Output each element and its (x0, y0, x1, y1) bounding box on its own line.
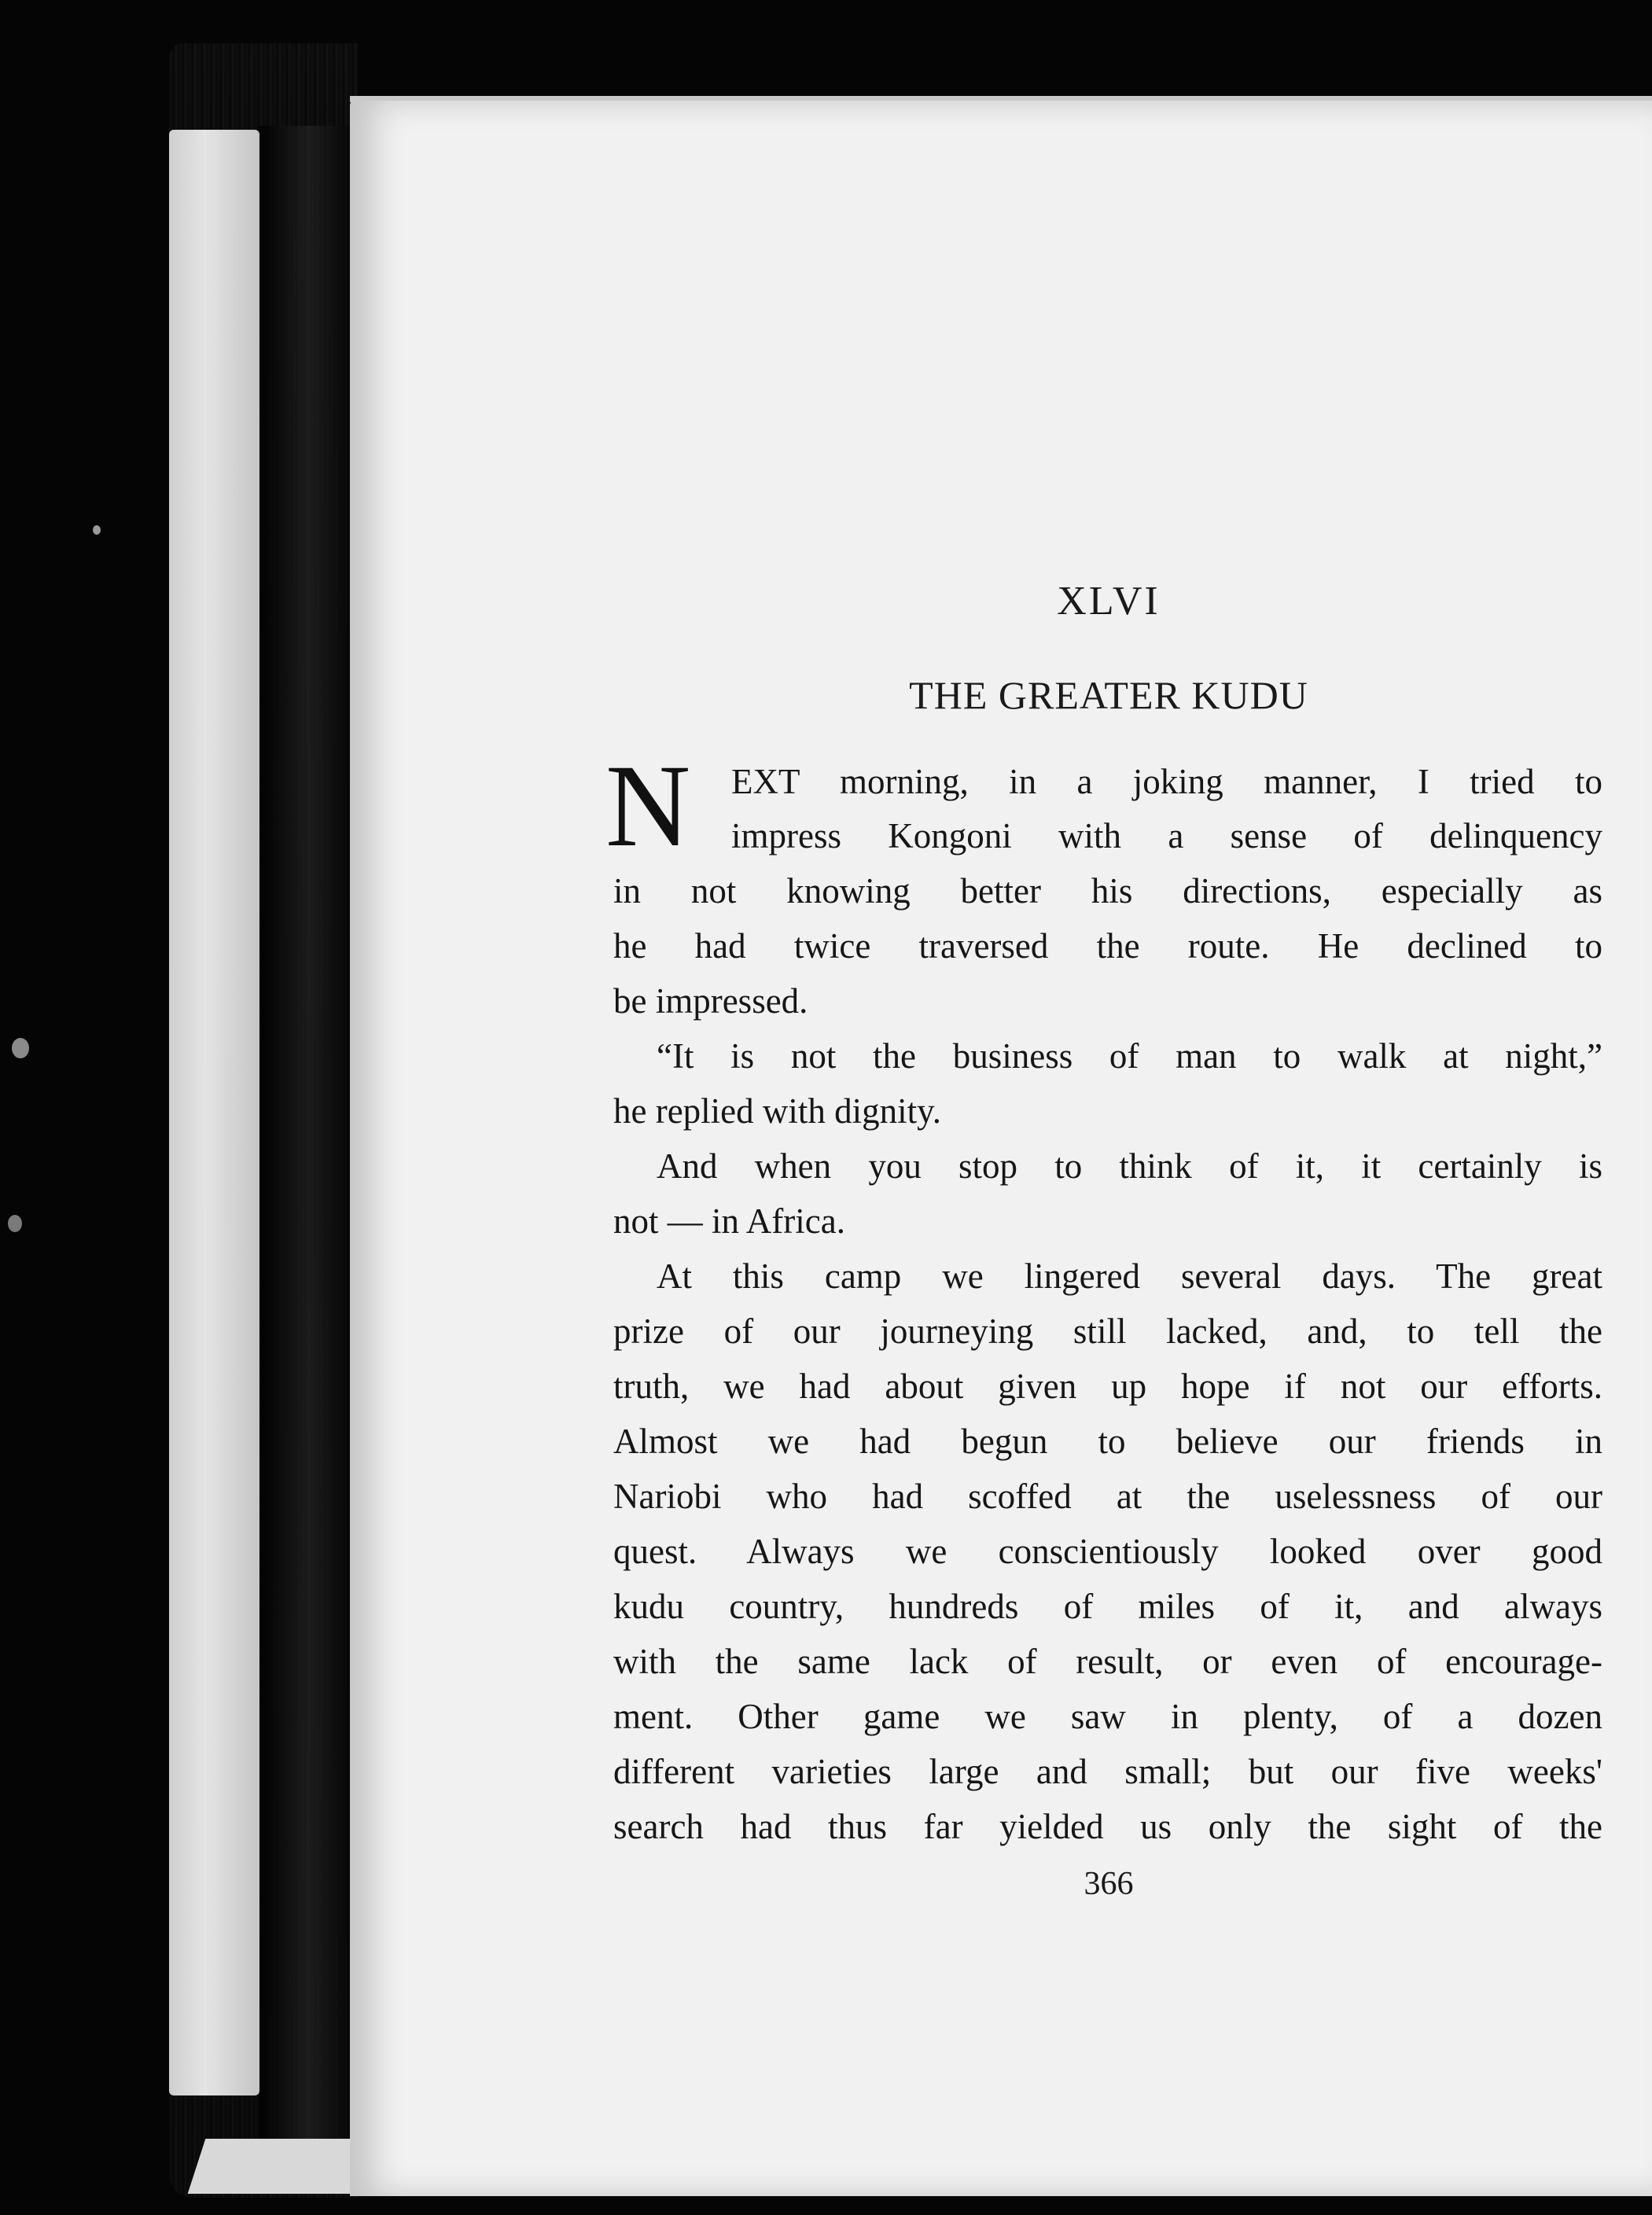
book-edge-highlight (169, 130, 259, 2095)
text-line: Nariobi who had scoffed at the uselessness of our (613, 1477, 1602, 1516)
text-line: And when you stop to think of it, it certainly is (657, 1146, 1602, 1186)
text-line: “It is not the business of man to walk at night,” (657, 1036, 1602, 1076)
text-line: truth, we had about given up hope if not our efforts. (613, 1367, 1602, 1406)
dust-speck (8, 1215, 22, 1232)
text-line: not — in Africa. (613, 1201, 845, 1241)
text-line: search had thus far yielded us only the sight of the (613, 1807, 1602, 1846)
text-line: quest. Always we conscientiously looked over good (613, 1532, 1602, 1571)
book-edge-shadow (259, 126, 358, 2170)
text-line: EXT morning, in a joking manner, I tried to (731, 762, 1602, 801)
chapter-title: THE GREATER KUDU (909, 673, 1308, 717)
text-line: kudu country, hundreds of miles of it, and always (613, 1587, 1602, 1626)
text-line: At this camp we lingered several days. The great (657, 1257, 1602, 1296)
text-line: impress Kongoni with a sense of delinquency (731, 816, 1602, 855)
text-line: Almost we had begun to believe our friends in (613, 1422, 1602, 1461)
text-line: different varieties large and small; but our five weeks' (613, 1752, 1602, 1791)
text-line: with the same lack of result, or even of encourage- (613, 1642, 1602, 1681)
chapter-number: XLVI (1057, 579, 1161, 624)
text-line: he had twice traversed the route. He declined to (613, 926, 1602, 966)
dust-speck (12, 1038, 29, 1058)
text-line: in not knowing better his directions, especially as (613, 871, 1602, 911)
page-number: 366 (1084, 1866, 1134, 1902)
text-line: be impressed. (613, 981, 808, 1021)
dust-speck (93, 525, 101, 535)
drop-cap: N (605, 741, 691, 871)
text-line: he replied with dignity. (613, 1091, 941, 1131)
text-line: ment. Other game we saw in plenty, of a dozen (613, 1697, 1602, 1736)
text-line: prize of our journeying still lacked, and, to tell the (613, 1312, 1602, 1351)
